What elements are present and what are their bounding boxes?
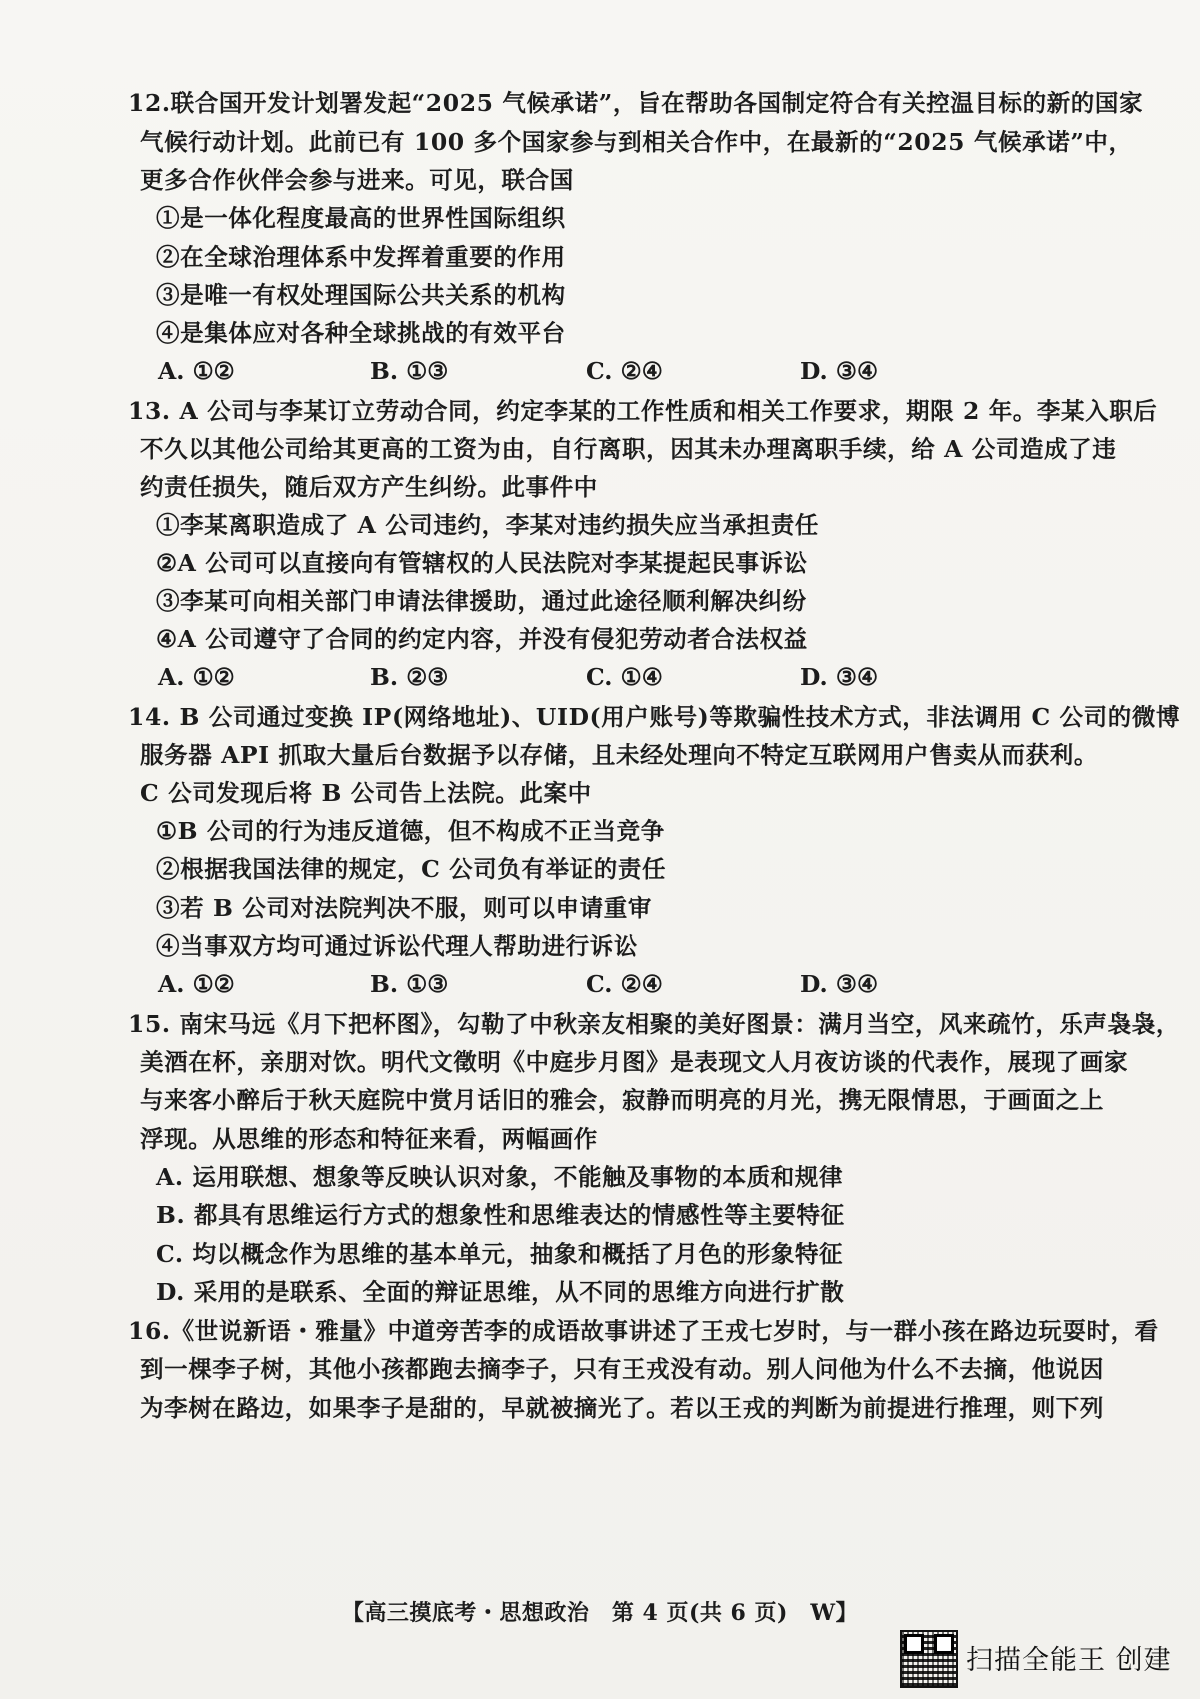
question-stem-continued: 更多合作伙伴会参与进来。可见，联合国 bbox=[140, 166, 574, 194]
question-stem-continued: 美酒在杯，亲朋对饮。明代文徵明《中庭步月图》是表现文人月夜访谈的代表作，展现了画家 bbox=[140, 1048, 1129, 1076]
question-stem-continued: 不久以其他公司给其更高的工资为由，自行离职，因其未办理离职手续，给 A 公司造成了违 bbox=[140, 435, 1117, 463]
answer-choice: A. ①② bbox=[158, 357, 235, 385]
statement-option: ③是唯一有权处理国际公共关系的机构 bbox=[156, 281, 566, 309]
statement-option: A. 运用联想、想象等反映认识对象，不能触及事物的本质和规律 bbox=[156, 1163, 844, 1191]
question-stem: 13. A 公司与李某订立劳动合同，约定李某的工作性质和相关工作要求，期限 2 年。李某入职后 bbox=[128, 397, 1158, 425]
statement-option: ③若 B 公司对法院判决不服，则可以申请重审 bbox=[156, 894, 652, 922]
question-stem: 15. 南宋马远《月下把杯图》，勾勒了中秋亲友相聚的美好图景：满月当空，风来疏竹，乐声袅袅， bbox=[128, 1010, 1180, 1038]
statement-option: ②A 公司可以直接向有管辖权的人民法院对李某提起民事诉讼 bbox=[156, 549, 808, 577]
answer-choice: B. ①③ bbox=[370, 357, 449, 385]
question-stem-continued: 浮现。从思维的形态和特征来看，两幅画作 bbox=[140, 1125, 598, 1153]
question-stem: 14. B 公司通过变换 IP(网络地址)、UID(用户账号)等欺骗性技术方式，非法调用 C 公司的微博 bbox=[128, 703, 1181, 731]
question-stem-continued: 服务器 API 抓取大量后台数据予以存储，且未经处理向不特定互联网用户售卖从而获利。 bbox=[140, 741, 1098, 769]
statement-option: ①李某离职造成了 A 公司违约，李某对违约损失应当承担责任 bbox=[156, 511, 819, 539]
answer-choice: B. ①③ bbox=[370, 970, 449, 998]
scanner-watermark bbox=[900, 1628, 1190, 1688]
statement-option: ①是一体化程度最高的世界性国际组织 bbox=[156, 204, 566, 232]
statement-option: ①B 公司的行为违反道德，但不构成不正当竞争 bbox=[156, 817, 665, 845]
answer-choice: A. ①② bbox=[158, 970, 235, 998]
statement-option: D. 采用的是联系、全面的辩证思维，从不同的思维方向进行扩散 bbox=[156, 1278, 845, 1306]
answer-choice: B. ②③ bbox=[370, 663, 449, 691]
statement-option: C. 均以概念作为思维的基本单元，抽象和概括了月色的形象特征 bbox=[156, 1240, 844, 1268]
question-stem-continued: 气候行动计划。此前已有 100 多个国家参与到相关合作中，在最新的“2025 气候承诺”中， bbox=[140, 128, 1133, 156]
statement-option: ②根据我国法律的规定，C 公司负有举证的责任 bbox=[156, 855, 667, 883]
question-stem-continued: 为李树在路边，如果李子是甜的，早就被摘光了。若以王戎的判断为前提进行推理，则下列 bbox=[140, 1394, 1104, 1422]
question-stem: 16.《世说新语・雅量》中道旁苦李的成语故事讲述了王戎七岁时，与一群小孩在路边玩耍时，看 bbox=[128, 1317, 1159, 1345]
qr-code-icon bbox=[900, 1630, 958, 1688]
statement-option: ④是集体应对各种全球挑战的有效平台 bbox=[156, 319, 566, 347]
statement-option: ③李某可向相关部门申请法律援助，通过此途径顺利解决纠纷 bbox=[156, 587, 807, 615]
answer-choice: D. ③④ bbox=[800, 357, 879, 385]
answer-choice: A. ①② bbox=[158, 663, 235, 691]
answer-choice: D. ③④ bbox=[800, 970, 879, 998]
question-stem: 12.联合国开发计划署发起“2025 气候承诺”，旨在帮助各国制定符合有关控温目标的新的国家 bbox=[128, 89, 1144, 117]
answer-choice: C. ②④ bbox=[586, 970, 663, 998]
answer-choice: C. ①④ bbox=[586, 663, 663, 691]
scanner-watermark-text: 扫描全能王 创建 bbox=[966, 1645, 1172, 1676]
question-stem-continued: 到一棵李子树，其他小孩都跑去摘李子，只有王戎没有动。别人问他为什么不去摘，他说因 bbox=[140, 1355, 1104, 1383]
statement-option: ④A 公司遵守了合同的约定内容，并没有侵犯劳动者合法权益 bbox=[156, 625, 808, 653]
statement-option: ④当事双方均可通过诉讼代理人帮助进行诉讼 bbox=[156, 932, 638, 960]
page-footer: 【高三摸底考・思想政治 第 4 页(共 6 页) W】 bbox=[341, 1600, 859, 1626]
question-stem-continued: 约责任损失，随后双方产生纠纷。此事件中 bbox=[140, 473, 598, 501]
answer-choice: D. ③④ bbox=[800, 663, 879, 691]
question-stem-continued: 与来客小醉后于秋天庭院中赏月话旧的雅会，寂静而明亮的月光，携无限情思，于画面之上 bbox=[140, 1086, 1104, 1114]
statement-option: ②在全球治理体系中发挥着重要的作用 bbox=[156, 243, 566, 271]
statement-option: B. 都具有思维运行方式的想象性和思维表达的情感性等主要特征 bbox=[156, 1201, 845, 1229]
answer-choice: C. ②④ bbox=[586, 357, 663, 385]
question-stem-continued: C 公司发现后将 B 公司告上法院。此案中 bbox=[140, 779, 592, 807]
